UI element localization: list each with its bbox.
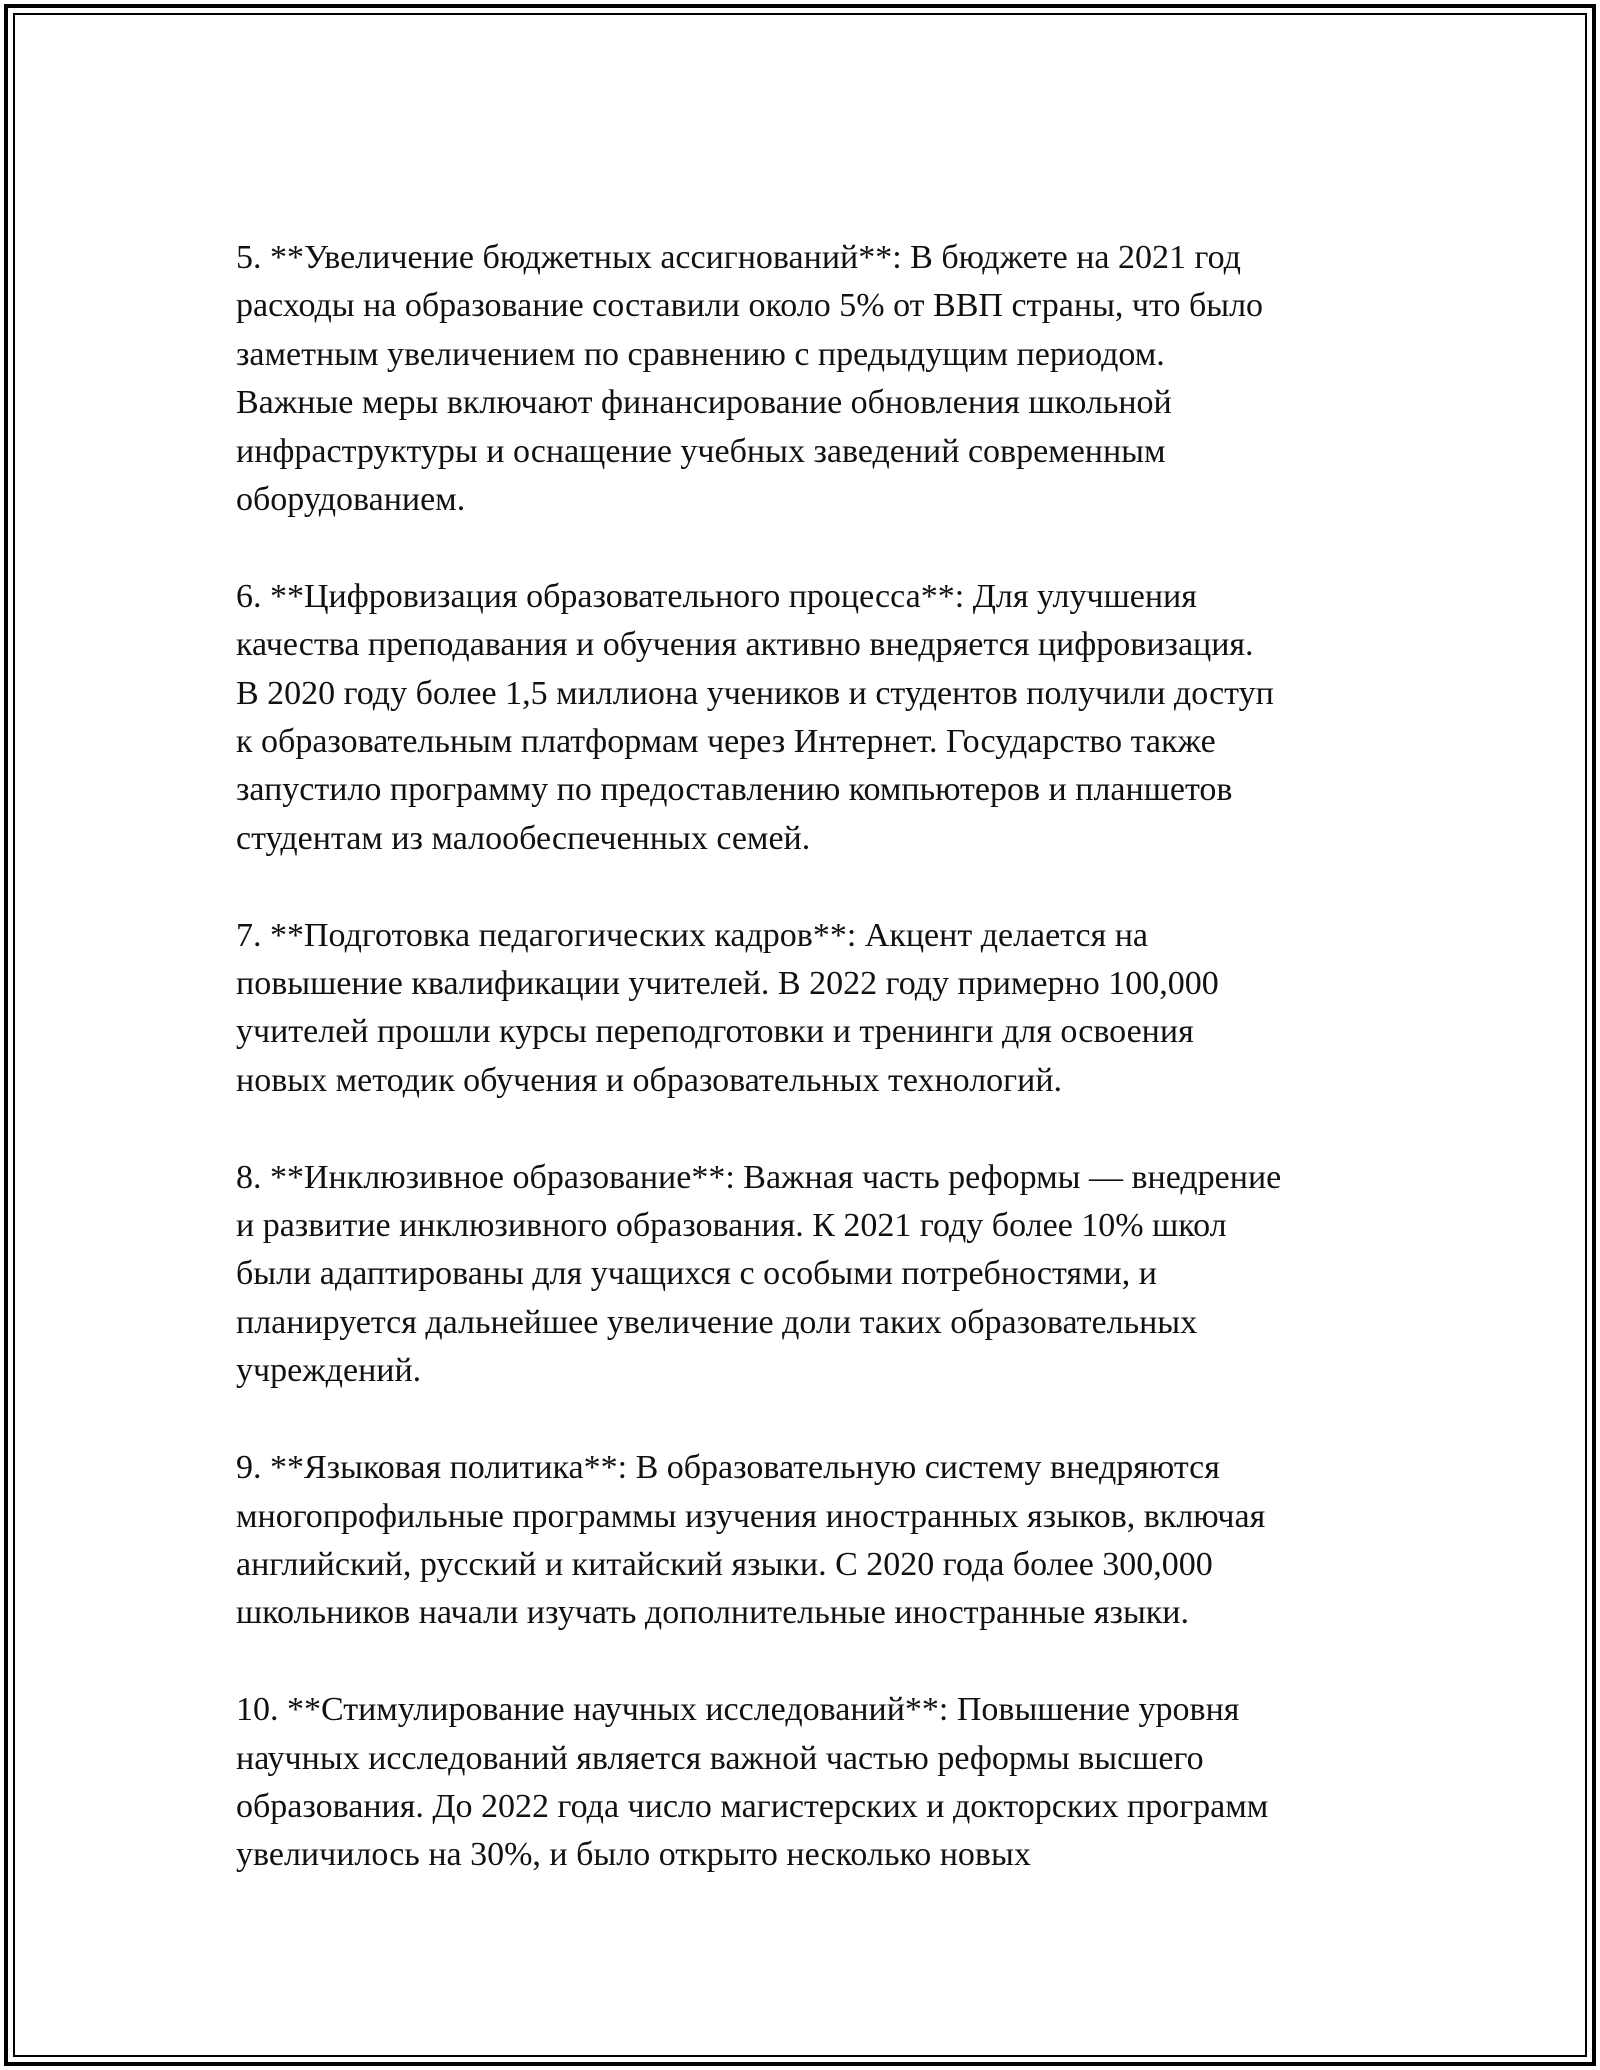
document-body <box>236 234 1376 1880</box>
paragraph-5: 5. **Увеличение бюджетных ассигнований**: В бюджете на 2021 год расходы на образование составили около 5% от ВВП страны, что было заметным увеличением по сравнению с предыдущим периодом. Важные меры включают финансирование обновления школьной инфраструктуры и оснащение учебных заведений современным оборудованием. <box>236 239 1264 519</box>
paragraph-6: 6. **Цифровизация образовательного процесса**: Для улучшения качества преподавания и обучения активно внедряется цифровизация. В 2020 году более 1,5 миллиона учеников и студентов получили доступ к образовательным платформам через Интернет. Государство также запустило программу по предоставлению компьютеров и планшетов студентам из малообеспеченных семей. <box>236 577 1274 857</box>
paragraph-8: 8. **Инклюзивное образование**: Важная часть реформы — внедрение и развитие инклюзивного образования. К 2021 году более 10% школ были адаптированы для учащихся с особыми потребностями, и планируется дальнейшее увеличение доли таких образовательных учреждений. <box>236 1158 1282 1390</box>
paragraph-10: 10. **Стимулирование научных исследований**: Повышение уровня научных исследований является важной частью реформы высшего образования. До 2022 года число магистерских и докторских программ увеличилось на 30%, и было открыто несколько новых <box>236 1691 1269 1874</box>
paragraph-9: 9. **Языковая политика**: В образовательную систему внедряются многопрофильные программы изучения иностранных языков, включая английский, русский и китайский языки. С 2020 года более 300,000 школьников начали изучать дополнительные иностранные языки. <box>236 1449 1266 1632</box>
paragraph-7: 7. **Подготовка педагогических кадров**: Акцент делается на повышение квалификации учителей. В 2022 году примерно 100,000 учителей прошли курсы переподготовки и тренинги для освоения новых методик обучения и образовательных технологий. <box>236 916 1219 1099</box>
